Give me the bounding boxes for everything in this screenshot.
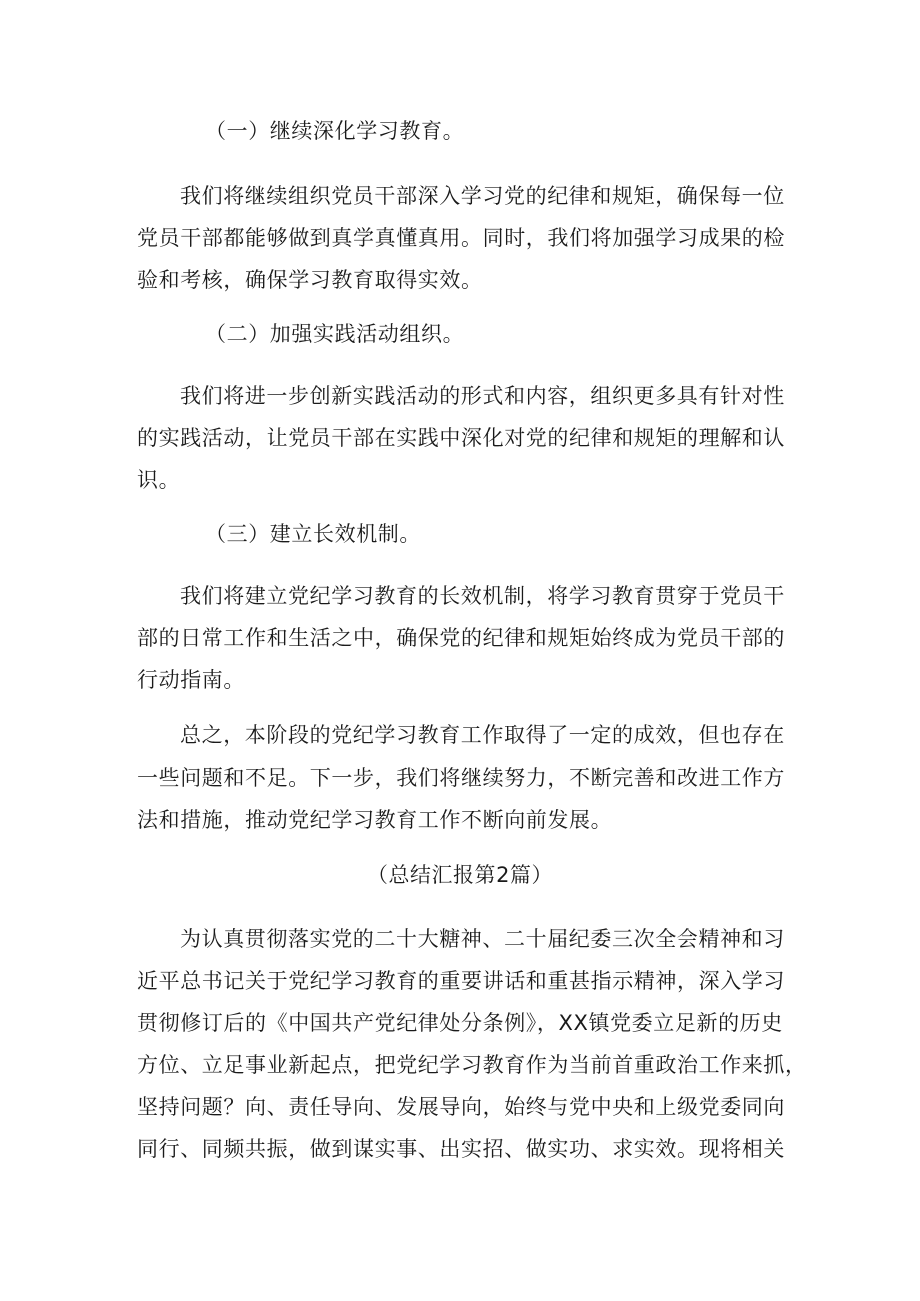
paragraph-line: 识。 (137, 468, 181, 492)
paragraph-line: 一些问题和不足。下一步，我们将继续努力，不断完善和改进工作方 (137, 766, 785, 790)
paragraph-line: 坚持问题？向、责任导向、发展导向，始终与党中央和上级党委同向 (137, 1095, 785, 1119)
paragraph-line: 我们将建立党纪学习教育的长效机制，将学习教育贯穿于党员干 (180, 584, 785, 608)
report-2-title: （总结汇报第2篇） (366, 863, 554, 887)
paragraph-line: 为认真贯彻落实党的二十大糖神、二十届纪委三次全会精神和习 (180, 927, 785, 951)
section-3-heading: （三）建立长效机制。 (205, 522, 421, 546)
paragraph-line: 验和考核，确保学习教育取得实效。 (137, 268, 483, 292)
section-1-heading: （一）继续深化学习教育。 (205, 119, 465, 143)
paragraph-line: 总之，本阶段的党纪学习教育工作取得了一定的成效，但也存在 (180, 723, 785, 747)
paragraph-line: 部的日常工作和生活之中，确保党的纪律和规矩始终成为党员干部的 (137, 626, 785, 650)
paragraph-line: 近平总书记关于党纪学习教育的重要讲话和重甚指示精神，深入学习 (137, 969, 785, 993)
paragraph-line: 法和措施，推动党纪学习教育工作不断向前发展。 (137, 808, 613, 832)
section-2-heading: （二）加强实践活动组织。 (205, 322, 465, 346)
paragraph-line: 我们将继续组织党员干部深入学习党的纪律和规矩，确保每一位 (180, 184, 785, 208)
paragraph-line: 的实践活动，让党员干部在实践中深化对党的纪律和规矩的理解和认 (137, 426, 785, 450)
paragraph-line: 贯彻修订后的《中国共产党纪律处分条例》，XX镇党委立足新的历史 (137, 1011, 783, 1035)
paragraph-line: 党员干部都能够做到真学真懂真用。同时，我们将加强学习成果的检 (137, 226, 785, 250)
paragraph-line: 行动指南。 (137, 668, 245, 692)
paragraph-line: 同行、同频共振，做到谋实事、出实招、做实功、求实效。现将相关 (137, 1137, 785, 1161)
paragraph-line: 我们将进一步创新实践活动的形式和内容，组织更多具有针对性 (180, 384, 785, 408)
paragraph-line: 方位、立足事业新起点，把党纪学习教育作为当前首重政治工作来抓， (137, 1053, 807, 1077)
